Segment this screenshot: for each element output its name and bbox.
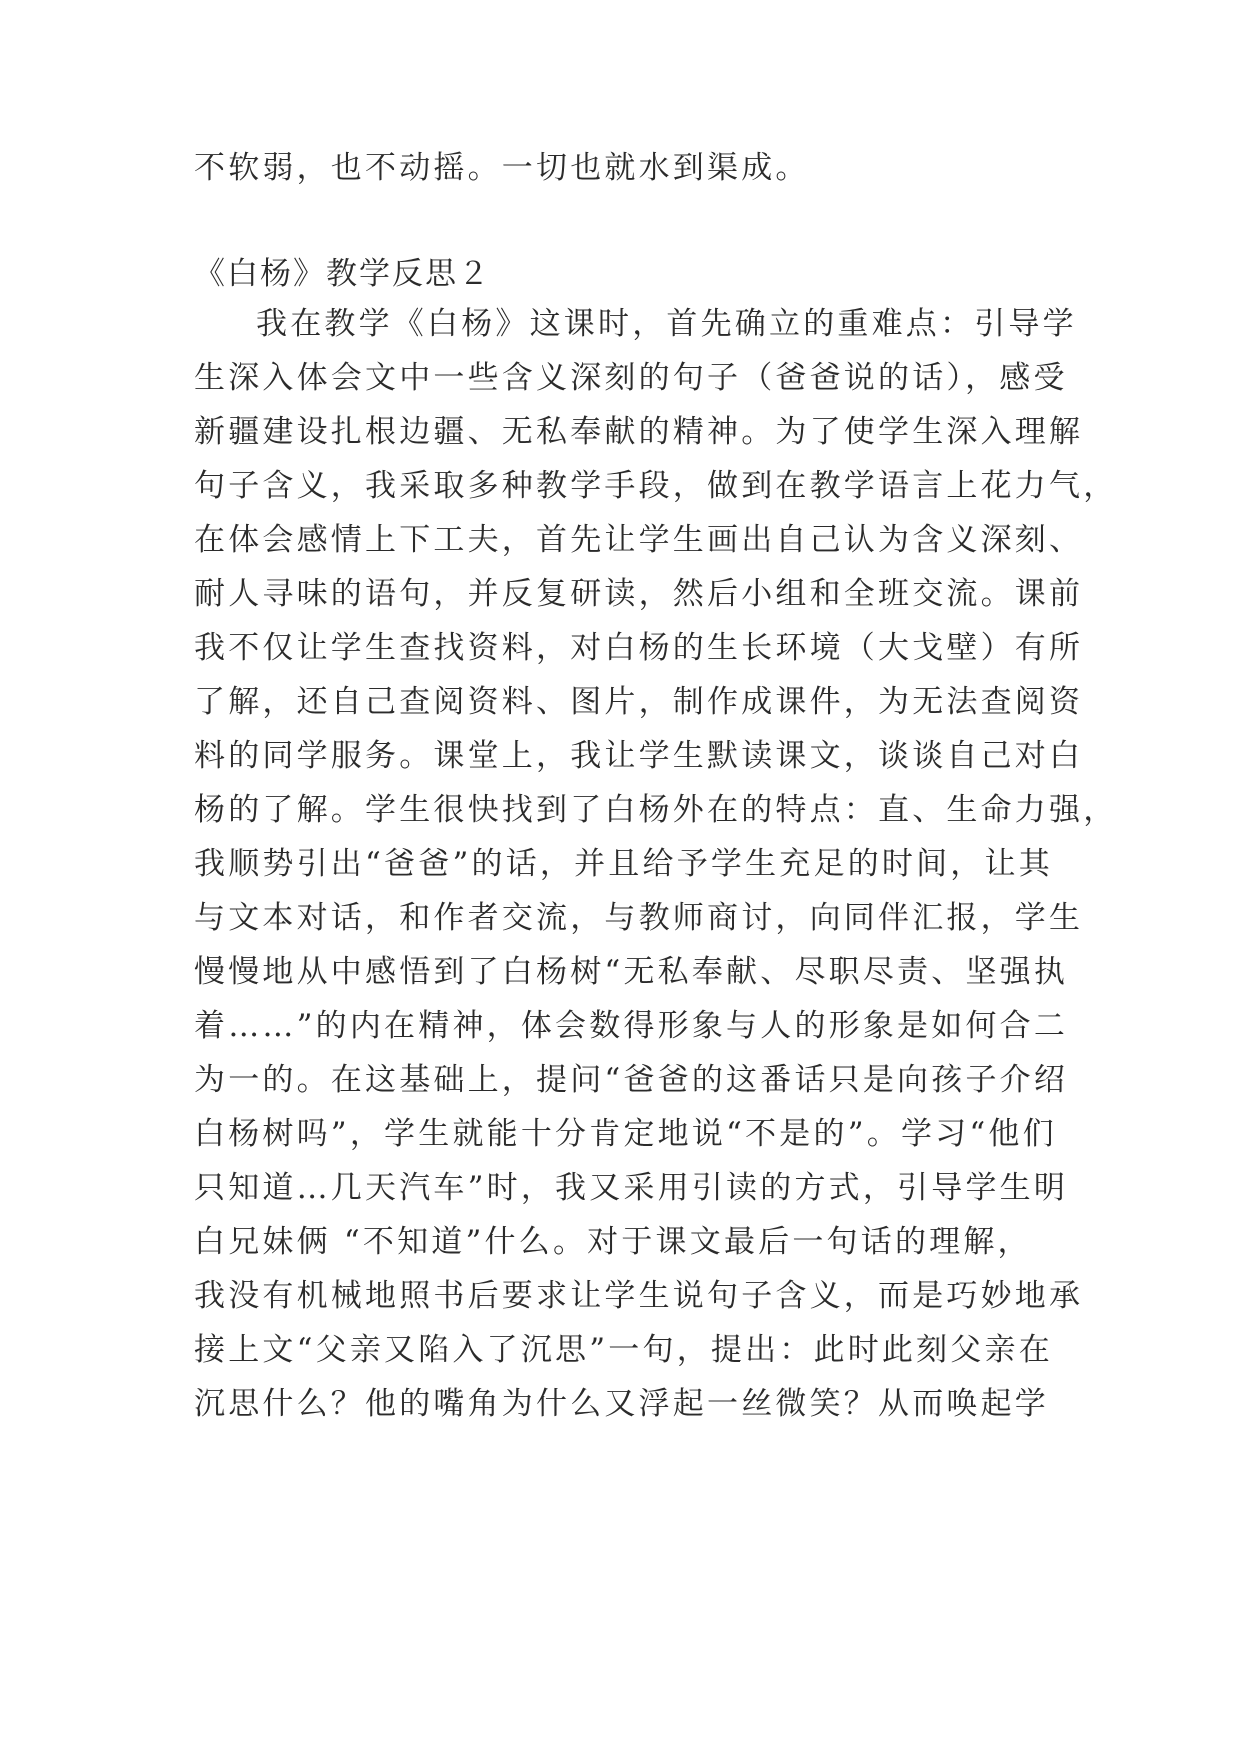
paragraph-line: 慢慢地从中感悟到了白杨树“无私奉献、尽职尽责、坚强执 [194,954,1069,990]
paragraph-line: 料的同学服务。课堂上，我让学生默读课文，谈谈自己对白 [194,738,1084,774]
paragraph-line: 我没有机械地照书后要求让学生说句子含义，而是巧妙地承 [194,1278,1084,1314]
paragraph-line: 沉思什么？他的嘴角为什么又浮起一丝微笑？从而唤起学 [194,1386,1049,1422]
paragraph-line: 生深入体会文中一些含义深刻的句子（爸爸说的话），感受 [194,360,1068,396]
paragraph-line: 只知道…几天汽车”时，我又采用引读的方式，引导学生明 [194,1170,1069,1206]
paragraph-line: 接上文“父亲又陷入了沉思”一句，提出：此时此刻父亲在 [194,1332,1053,1368]
paragraph-line: 了解，还自己查阅资料、图片，制作成课件，为无法查阅资 [194,684,1084,720]
paragraph-line: 与文本对话，和作者交流，与教师商讨，向同伴汇报，学生 [194,900,1084,936]
paragraph-line: 我顺势引出“爸爸”的话，并且给予学生充足的时间，让其 [194,846,1053,882]
carryover-line: 不软弱，也不动摇。一切也就水到渠成。 [194,150,810,186]
paragraph-line: 在体会感情上下工夫，首先让学生画出自己认为含义深刻、 [194,522,1084,558]
paragraph-line: 新疆建设扎根边疆、无私奉献的精神。为了使学生深入理解 [194,414,1084,450]
section-title: 《白杨》教学反思２ [194,256,491,292]
paragraph-line: 为一的。在这基础上，提问“爸爸的这番话只是向孩子介绍 [194,1062,1069,1098]
paragraph-line: 白兄妹俩 “不知道”什么。对于课文最后一句话的理解， [194,1224,1032,1260]
paragraph-line: 我在教学《白杨》这课时，首先确立的重难点：引导学 [256,306,1077,342]
paragraph-line: 句子含义，我采取多种教学手段，做到在教学语言上花力气， [194,468,1118,504]
paragraph-line: 耐人寻味的语句，并反复研读，然后小组和全班交流。课前 [194,576,1084,612]
paragraph-line: 我不仅让学生查找资料，对白杨的生长环境（大戈壁）有所 [194,630,1084,666]
paragraph-line: 着……”的内在精神，体会数得形象与人的形象是如何合二 [194,1008,1069,1044]
paragraph-line: 杨的了解。学生很快找到了白杨外在的特点：直、生命力强， [194,792,1118,828]
paragraph-line: 白杨树吗”，学生就能十分肯定地说“不是的”。学习“他们 [194,1116,1057,1152]
